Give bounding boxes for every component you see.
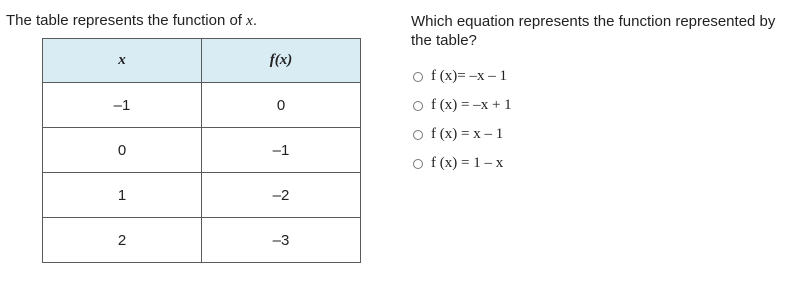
option-label: f (x) = 1 – x xyxy=(431,155,504,171)
answer-options xyxy=(413,62,512,178)
question-text: Which equation represents the function represented by the table? xyxy=(411,13,776,49)
table-row xyxy=(43,218,361,263)
cell-x: 0 xyxy=(43,128,202,173)
cell-x: 2 xyxy=(43,218,202,263)
answer-option-4[interactable] xyxy=(413,149,512,178)
header-fx: f(x) xyxy=(202,39,361,83)
table-header-row xyxy=(43,39,361,83)
cell-x: –1 xyxy=(43,83,202,128)
option-label: f (x) = x – 1 xyxy=(431,126,504,142)
intro-variable: x xyxy=(246,13,253,29)
answer-option-2[interactable] xyxy=(413,91,512,120)
table-row xyxy=(43,173,361,218)
intro-text: The table represents the function of xyxy=(6,12,247,29)
table-description xyxy=(6,12,257,30)
intro-period: . xyxy=(252,12,257,29)
answer-option-1[interactable] xyxy=(413,62,512,91)
option-label: f (x) = –x + 1 xyxy=(431,97,512,113)
radio-button-icon[interactable] xyxy=(413,130,423,140)
cell-x: 1 xyxy=(43,173,202,218)
table-row xyxy=(43,83,361,128)
radio-button-icon[interactable] xyxy=(413,101,423,111)
cell-fx: –2 xyxy=(202,173,361,218)
answer-option-3[interactable] xyxy=(413,120,512,149)
cell-fx: –3 xyxy=(202,218,361,263)
cell-fx: –1 xyxy=(202,128,361,173)
cell-fx: 0 xyxy=(202,83,361,128)
header-x: x xyxy=(43,39,202,83)
radio-button-icon[interactable] xyxy=(413,159,423,169)
function-table xyxy=(42,38,361,263)
table-row xyxy=(43,128,361,173)
radio-button-icon[interactable] xyxy=(413,72,423,82)
option-label: f (x)= –x – 1 xyxy=(431,68,507,84)
